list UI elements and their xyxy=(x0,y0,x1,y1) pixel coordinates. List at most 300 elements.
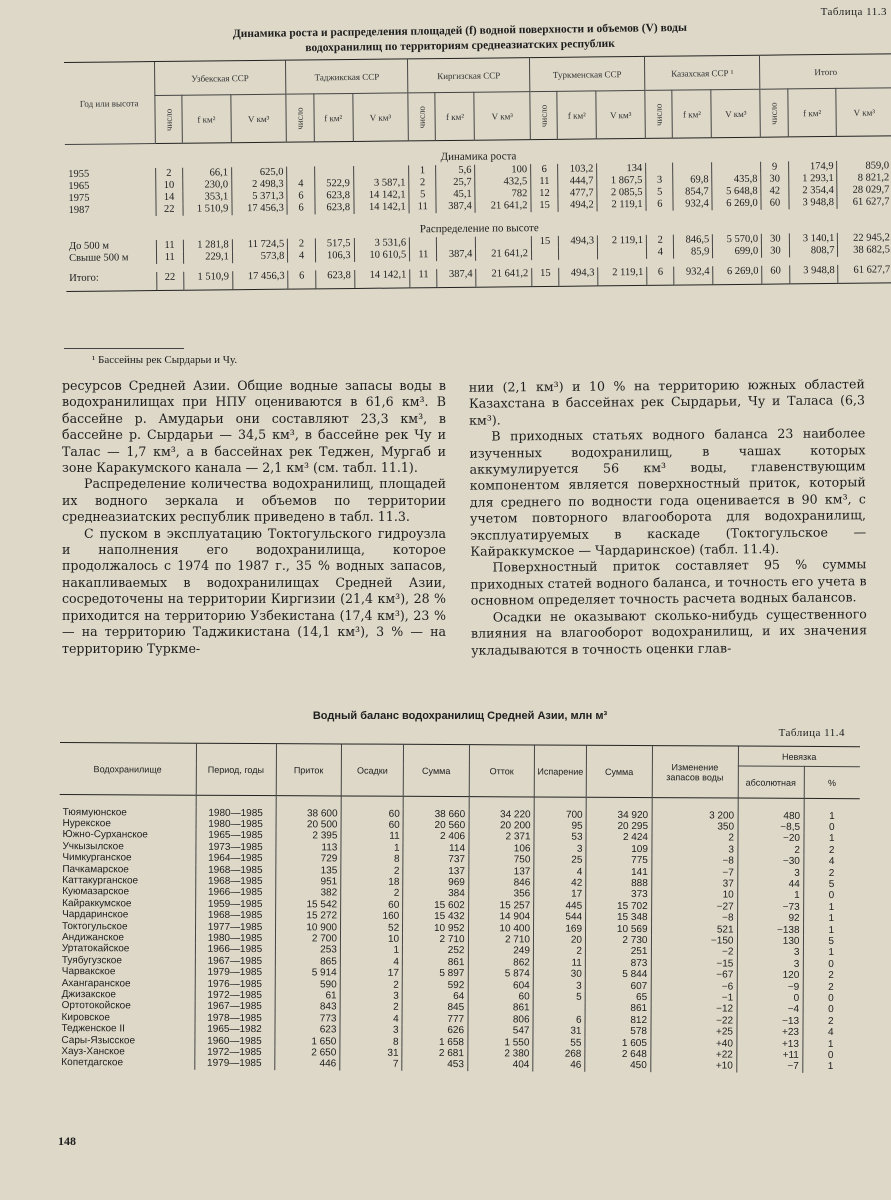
table-cell: 22 945,2 xyxy=(838,232,891,245)
table-cell: 11 xyxy=(410,249,437,261)
table-cell: 60 xyxy=(341,899,403,911)
table-cell: 356 xyxy=(468,888,533,900)
table-cell: 1977—1985 xyxy=(195,921,275,933)
table-cell: +22 xyxy=(650,1049,736,1061)
table-cell xyxy=(598,246,647,259)
reservoir-name: Джизакское xyxy=(61,989,117,1001)
table-cell: 623 xyxy=(274,1024,339,1036)
measure-header: f км² xyxy=(435,92,474,140)
table-cell: 30 xyxy=(761,173,788,185)
reservoir-name: Токтогульское xyxy=(62,920,128,932)
republic-header: Таджикская ССР xyxy=(286,59,408,94)
spacer-cell xyxy=(652,798,738,810)
table-cell: 480 xyxy=(738,810,804,822)
table-cell: 445 xyxy=(534,900,586,912)
table-cell: 14 904 xyxy=(468,911,533,923)
table-cell: 229,1 xyxy=(183,251,232,264)
table-cell: 387,4 xyxy=(437,268,476,287)
table-cell: 6 xyxy=(288,270,316,289)
table-cell: 773 xyxy=(275,1013,340,1025)
table-cell: −20 xyxy=(737,833,803,845)
table-cell: 2 xyxy=(341,888,403,900)
table-cell: 4 xyxy=(340,956,402,968)
table-cell xyxy=(314,165,353,177)
table-cell: −1 xyxy=(651,992,737,1004)
table-cell: 253 xyxy=(275,945,340,957)
table-cell: 169 xyxy=(534,923,586,935)
table-11-4-caption: Водный баланс водохранилищ Средней Азии, млн м³ xyxy=(312,710,608,722)
table-cell: 1 xyxy=(803,833,859,845)
table-cell: 38 682,5 xyxy=(838,244,891,257)
table-cell: 5 570,0 xyxy=(713,233,762,246)
table-cell: 10 xyxy=(340,933,402,945)
table-cell: 1973—1985 xyxy=(195,841,275,853)
table-cell: 865 xyxy=(275,956,340,968)
table-cell: 3 xyxy=(340,990,402,1002)
table-cell: 69,8 xyxy=(673,174,712,186)
table-cell: 11 xyxy=(531,175,558,187)
table-cell: 15 257 xyxy=(468,900,533,912)
table-cell: 25 xyxy=(534,855,586,867)
table-cell: −22 xyxy=(651,1015,737,1027)
table-cell: 4 xyxy=(288,250,315,262)
table-cell: −4 xyxy=(737,1004,803,1016)
table-cell: 44 xyxy=(737,878,803,890)
table-cell: 3 xyxy=(737,867,803,879)
table-cell: 20 200 xyxy=(469,820,534,832)
table-cell: 806 xyxy=(468,1014,533,1026)
table-cell: 435,8 xyxy=(712,173,761,186)
table-cell: 45,1 xyxy=(436,188,475,200)
table-cell: 1 650 xyxy=(274,1036,339,1048)
table-cell: 2 xyxy=(340,979,402,991)
table-cell: 14 142,1 xyxy=(354,201,410,214)
text-column-right xyxy=(469,376,867,658)
reservoir-name: Ортотокойское xyxy=(61,1000,131,1012)
table-cell: 861 xyxy=(402,957,467,969)
table-cell: 3 xyxy=(533,980,585,992)
footnote: ¹ Бассейны рек Сырдарьи и Чу. xyxy=(92,354,238,366)
table-cell: 1972—1985 xyxy=(195,990,275,1002)
table-cell: 432,5 xyxy=(475,176,531,189)
absolute-column-header: абсолютная xyxy=(738,766,804,798)
reservoir-name: Чимкурганское xyxy=(62,852,132,864)
table-cell: 404 xyxy=(467,1060,532,1072)
table-cell: 0 xyxy=(737,993,803,1005)
measure-label: число xyxy=(538,104,549,127)
table-cell: 3 587,1 xyxy=(353,177,409,190)
table-cell: 64 xyxy=(402,991,467,1003)
table-cell: 15 xyxy=(531,199,558,211)
table-cell: 777 xyxy=(402,1014,467,1026)
table-cell: 21 641,2 xyxy=(475,200,531,213)
reservoir-name: Пачкамарское xyxy=(62,863,129,875)
table-cell: 2 395 xyxy=(275,830,340,842)
table-cell: −67 xyxy=(651,969,737,981)
table-cell: 11 xyxy=(410,269,438,288)
table-cell: 5 914 xyxy=(275,967,340,979)
measure-header: V км³ xyxy=(352,93,408,142)
table-cell: 1 510,9 xyxy=(183,203,232,216)
table-cell: 2 406 xyxy=(403,831,468,843)
table-cell: 0 xyxy=(803,1004,859,1016)
table-cell: 517,5 xyxy=(315,237,354,249)
table-cell: 1 xyxy=(803,913,859,925)
table-cell: 10 569 xyxy=(586,923,652,935)
table-cell: 494,3 xyxy=(559,267,598,286)
table-cell: 5 xyxy=(803,879,859,891)
table-cell: 0 xyxy=(803,890,859,902)
table-cell: 11 724,5 xyxy=(232,238,288,251)
measure-header xyxy=(530,91,558,139)
measure-header: V км³ xyxy=(231,94,287,143)
table-cell: 604 xyxy=(468,980,533,992)
table-cell: 34 220 xyxy=(469,809,534,821)
table-cell: 843 xyxy=(275,1002,340,1014)
paragraph: Распределение количества водохранилищ, площадей их водного зеркала и объемов по территории среднеазиатских республик приведено в табл. 11.3. xyxy=(62,476,446,525)
table-cell: 1979—1985 xyxy=(194,1058,274,1070)
table-cell: 2 xyxy=(533,946,585,958)
table-cell: 578 xyxy=(585,1026,651,1038)
table-cell: 20 295 xyxy=(586,821,652,833)
paragraph: ресурсов Средней Азии. Общие водные запасы воды в водохранилищах при НПУ оцениваются в 61,6 км³. В бассейне р. Амударьи они составляют 23,3 км³, в бассейне р. Сырдарьи — 34,5 км³, в бассейне рек Чу и Талас — 1,7 км³, а в бассейнах рек Теджен, Мургаб и зоне Каракумского канала — 2,1 км³ (см. табл. 11.1). xyxy=(62,378,446,476)
republic-header: Киргизская ССР xyxy=(408,58,530,93)
table-cell: 11 xyxy=(409,201,436,213)
reservoir-name: Чарвакское xyxy=(61,966,116,978)
table-cell: 2 xyxy=(409,177,436,189)
table-cell: −6 xyxy=(651,981,737,993)
table-cell: 1976—1985 xyxy=(195,978,275,990)
table-cell: 862 xyxy=(468,957,533,969)
table-cell: 14 142,1 xyxy=(354,269,410,288)
table-cell: 590 xyxy=(275,979,340,991)
page-number: 148 xyxy=(58,1134,76,1148)
measure-label: число xyxy=(653,103,664,126)
table-cell: 2 xyxy=(803,867,859,879)
table-cell: 21 641,2 xyxy=(476,268,532,287)
table-header-measures xyxy=(64,88,891,145)
table-cell: 4 xyxy=(340,1013,402,1025)
table-cell: 2 371 xyxy=(469,831,534,843)
table-cell: 444,7 xyxy=(558,175,597,187)
table-cell: 60 xyxy=(468,991,533,1003)
table-cell: 623,8 xyxy=(315,201,354,213)
row-label: Свыше 500 м xyxy=(68,251,129,264)
reservoir-name: Учкызылское xyxy=(62,840,124,853)
table-cell: 969 xyxy=(403,877,468,889)
table-cell: 60 xyxy=(341,819,403,831)
table-cell: 6 xyxy=(287,190,314,202)
table-cell: 0 xyxy=(802,1050,858,1062)
spacer-cell xyxy=(469,797,534,809)
table-cell: 2 498,3 xyxy=(231,178,287,191)
table-cell: 20 560 xyxy=(403,820,468,832)
table-cell: 20 xyxy=(533,934,585,946)
table-cell: 230,0 xyxy=(183,179,232,192)
paragraph: С пуском в эксплуатацию Токтогульского гидроузла и наполнения его водохранилища, которое продолжалось с 1974 по 1987 г., 35 % водных запасов, накапливаемых в водохранилищах Средней Азии, сосредоточены на территории Киргизии (21,4 км³), 28 % приходится на территорию Узбекистана (17,4 км³), 23 % — на территорию Таджикистана (14,1 км³), 3 % — на территорию Туркме- xyxy=(62,525,446,656)
table-cell: 2 700 xyxy=(275,933,340,945)
table-cell xyxy=(712,161,761,174)
table-cell: 1960—1985 xyxy=(194,1035,274,1047)
table-cell: 854,7 xyxy=(673,186,712,198)
inflow-column-header: Приток xyxy=(276,744,342,796)
table-cell: 61 627,7 xyxy=(838,264,891,283)
table-cell: 4 xyxy=(803,856,859,868)
table-cell: 14 xyxy=(155,191,182,203)
table-cell: 350 xyxy=(652,821,738,833)
table-cell: 22 xyxy=(156,271,184,290)
table-cell: 5 xyxy=(803,936,859,948)
table-cell: 8 xyxy=(340,1036,402,1048)
republic-header: Казахская ССР ¹ xyxy=(645,55,760,90)
table-cell: 15 xyxy=(532,267,560,286)
table-cell: 382 xyxy=(275,887,340,899)
table-cell: 3 140,1 xyxy=(789,232,838,245)
table-cell: 873 xyxy=(585,958,651,970)
table-cell xyxy=(353,165,409,178)
table-cell xyxy=(533,1003,585,1015)
table-cell xyxy=(409,237,436,249)
table-cell: 2 648 xyxy=(585,1049,651,1061)
table-cell: 3 xyxy=(534,843,586,855)
table-cell: 38 660 xyxy=(403,808,468,820)
table-cell: 11 xyxy=(533,957,585,969)
table-cell: 547 xyxy=(468,1025,533,1037)
table-cell: 2 xyxy=(737,844,803,856)
table-cell: 6 xyxy=(531,163,558,175)
table-cell: 861 xyxy=(585,1003,651,1015)
measure-header: f км² xyxy=(672,90,711,138)
table-cell: 1 550 xyxy=(467,1037,532,1049)
table-cell: 1 605 xyxy=(585,1037,651,1049)
caption-line-1: Динамика роста и распределения площадей (f) водной поверхности и объемов (V) воды xyxy=(232,21,687,41)
table-cell: 521 xyxy=(651,924,737,936)
table-cell: 951 xyxy=(275,876,340,888)
table-cell xyxy=(531,247,558,259)
table-cell: 11 xyxy=(156,239,183,251)
table-cell: 30 xyxy=(762,245,789,257)
table-cell: 387,4 xyxy=(437,248,476,260)
table-cell: 2 xyxy=(155,167,182,179)
table-cell: 141 xyxy=(586,866,652,878)
table-cell: 52 xyxy=(340,922,402,934)
reservoir-name: Сары-Язысское xyxy=(61,1034,136,1047)
spacer-cell xyxy=(738,798,804,810)
table-cell: 37 xyxy=(651,878,737,890)
table-cell: 2 119,1 xyxy=(597,198,646,211)
table-cell: 592 xyxy=(402,979,467,991)
table-cell: −12 xyxy=(651,1004,737,1016)
table-cell: 3 xyxy=(646,174,673,186)
table-cell: 268 xyxy=(533,1049,585,1061)
table-cell xyxy=(287,166,314,178)
table-cell xyxy=(673,162,712,174)
table-cell: 60 xyxy=(341,808,403,820)
table-cell: 1968—1985 xyxy=(195,910,275,922)
table-cell: 782 xyxy=(475,188,531,201)
table-cell: 2 354,4 xyxy=(788,184,837,197)
table-cell: 6 xyxy=(533,1014,585,1026)
table-cell: −2 xyxy=(651,946,737,958)
table-cell: 109 xyxy=(586,843,652,855)
table-cell: 750 xyxy=(468,854,533,866)
precip-column-header: Осадки xyxy=(341,744,403,796)
table-cell: 5 371,3 xyxy=(232,190,288,203)
measure-header: V км³ xyxy=(711,89,760,138)
table-cell: 2 710 xyxy=(403,934,468,946)
table-cell: 2 710 xyxy=(468,934,533,946)
measure-header xyxy=(154,95,182,143)
table-cell: 353,1 xyxy=(183,191,232,204)
table-cell: 5 897 xyxy=(402,968,467,980)
table-cell: 1 xyxy=(803,947,859,959)
reservoir-name: Нурекское xyxy=(62,817,111,830)
table-cell: 10 900 xyxy=(275,922,340,934)
table-cell: 1968—1985 xyxy=(195,876,275,888)
table-cell: 2 650 xyxy=(274,1047,339,1059)
table-cell: 1 xyxy=(803,902,859,914)
table-11-3-label: Таблица 11.3 xyxy=(820,6,887,18)
table-cell: 859,0 xyxy=(837,160,891,173)
table-cell: 4 xyxy=(802,1027,858,1039)
table-cell: 932,4 xyxy=(673,198,712,210)
table-cell: 10 610,5 xyxy=(354,249,410,262)
table-cell: 1978—1985 xyxy=(195,1013,275,1025)
table-cell: 95 xyxy=(534,820,586,832)
table-cell: 625,0 xyxy=(231,166,287,179)
table-cell: +10 xyxy=(650,1061,736,1073)
row-label: 1987 xyxy=(68,204,90,216)
storage-change-column-header: Изменение запасов воды xyxy=(652,746,738,798)
reservoir-name: Куюмазарское xyxy=(62,886,130,898)
table-cell: 1 xyxy=(340,945,402,957)
table-body xyxy=(58,794,859,1073)
table-cell: 120 xyxy=(737,970,803,982)
section-title: Распределение по высоте xyxy=(419,221,539,235)
table-cell: 888 xyxy=(586,878,652,890)
measure-label: число xyxy=(416,105,428,128)
table-cell: −8,5 xyxy=(738,821,804,833)
table-cell: 60 xyxy=(762,265,790,284)
caption-line-2: водохранилищ по территориям среднеазиатских республик xyxy=(305,37,615,55)
table-cell: 3 200 xyxy=(652,810,738,822)
table-cell: 10 xyxy=(155,179,182,191)
table-cell: 2 730 xyxy=(585,935,651,947)
section-title: Динамика роста xyxy=(440,149,517,163)
table-cell: 130 xyxy=(737,936,803,948)
table-cell: 1966—1985 xyxy=(195,887,275,899)
table-cell: −73 xyxy=(737,901,803,913)
table-cell: +25 xyxy=(650,1026,736,1038)
table-cell: −27 xyxy=(651,901,737,913)
table-cell: 0 xyxy=(803,993,859,1005)
table-cell: 15 xyxy=(531,235,558,247)
table-cell: −9 xyxy=(737,981,803,993)
table-cell: 2 xyxy=(803,981,859,993)
table-cell: 2 119,1 xyxy=(598,234,647,247)
table-cell: 252 xyxy=(403,945,468,957)
table-cell: 4 xyxy=(534,866,586,878)
reservoir-name: Андижанское xyxy=(61,931,125,944)
table-11-4 xyxy=(58,742,860,1073)
reservoir-name: Копетдагское xyxy=(61,1057,124,1069)
table-cell: 42 xyxy=(534,877,586,889)
table-cell: 5 874 xyxy=(468,968,533,980)
table-cell: 30 xyxy=(533,969,585,981)
table-cell: 0 xyxy=(804,822,860,834)
table-cell: 12 xyxy=(531,187,558,199)
table-cell: 5,6 xyxy=(436,164,475,176)
spacer-cell xyxy=(804,798,860,810)
table-cell xyxy=(476,236,532,249)
table-cell: 6 xyxy=(287,202,314,214)
paragraph: Поверхностный приток составляет 95 % суммы приходных статей водного баланса, и точность его учета в основном определяет точность расчета водных балансов. xyxy=(470,556,867,609)
table-cell: 2 xyxy=(803,1016,859,1028)
period-column-header: Период, годы xyxy=(196,743,276,795)
table-cell: 1972—1985 xyxy=(194,1047,274,1059)
table-cell: 174,9 xyxy=(788,160,837,173)
table-cell: 160 xyxy=(340,911,402,923)
table-cell: 699,0 xyxy=(713,245,762,258)
table-cell: 60 xyxy=(761,197,788,209)
reservoir-name: Туябугузское xyxy=(61,954,122,967)
table-cell: 15 702 xyxy=(586,901,652,913)
paragraph: нии (2,1 км³) и 10 % на территорию южных областей Казахстана в бассейнах рек Сырдарьи, Чу и Таласа (6,3 км³). xyxy=(468,376,866,428)
measure-header xyxy=(286,94,314,142)
table-cell: 700 xyxy=(534,809,586,821)
measure-header: f км² xyxy=(787,88,836,137)
table-cell: 3 531,6 xyxy=(354,237,410,250)
footnote-divider xyxy=(64,348,184,349)
measure-label: число xyxy=(768,101,780,125)
spacer-cell xyxy=(341,796,403,808)
table-cell: 3 xyxy=(340,1025,402,1037)
table-cell: 1 xyxy=(737,890,803,902)
table-cell: 932,4 xyxy=(674,266,713,285)
table-cell: 114 xyxy=(403,843,468,855)
table-cell: 494,2 xyxy=(558,199,597,211)
table-cell: 1965—1985 xyxy=(195,830,275,842)
table-cell: 14 142,1 xyxy=(353,189,409,202)
residual-column-header: Невязка xyxy=(738,746,860,767)
spacer-cell xyxy=(196,795,276,807)
table-cell: 2 085,5 xyxy=(597,186,646,199)
table-cell: 607 xyxy=(585,980,651,992)
sum-in-column-header: Сумма xyxy=(403,744,469,796)
evap-column-header: Испарение xyxy=(534,745,586,797)
table-cell: 2 xyxy=(340,1002,402,1014)
table-cell: 6 xyxy=(647,266,675,285)
sum-out-column-header: Сумма xyxy=(586,745,652,797)
table-cell: 1 xyxy=(804,810,860,822)
table-cell: 249 xyxy=(468,946,533,958)
table-cell: 251 xyxy=(585,946,651,958)
spacer-cell xyxy=(276,796,341,808)
table-cell: 846,5 xyxy=(674,234,713,246)
republic-header: Туркменская ССР xyxy=(529,56,644,91)
table-cell: 2 xyxy=(288,238,315,250)
table-cell: 5 xyxy=(646,186,673,198)
paragraph: В приходных статьях водного баланса 23 наиболее изученных водохранилищ, в чашах которых аккумулируется 56 км³ воды, главенствующим компонентом является поверхностный приток, который для среднего по водности года оценивается в 90 км³, с учетом повторного влагооборота для водохранилищ, эксплуатируемых в каскаде (Токтогульское — Кайраккумское — Чардаринское) (табл. 11.4). xyxy=(469,425,867,559)
table-cell: 9 xyxy=(761,161,788,173)
table-cell: 66,1 xyxy=(182,167,231,180)
table-cell: −7 xyxy=(736,1061,802,1073)
measure-header: V км³ xyxy=(474,92,530,141)
table-cell: 61 627,7 xyxy=(837,196,891,209)
table-cell: 0 xyxy=(803,959,859,971)
table-cell: 46 xyxy=(533,1060,585,1072)
table-cell: 1967—1985 xyxy=(195,1001,275,1013)
